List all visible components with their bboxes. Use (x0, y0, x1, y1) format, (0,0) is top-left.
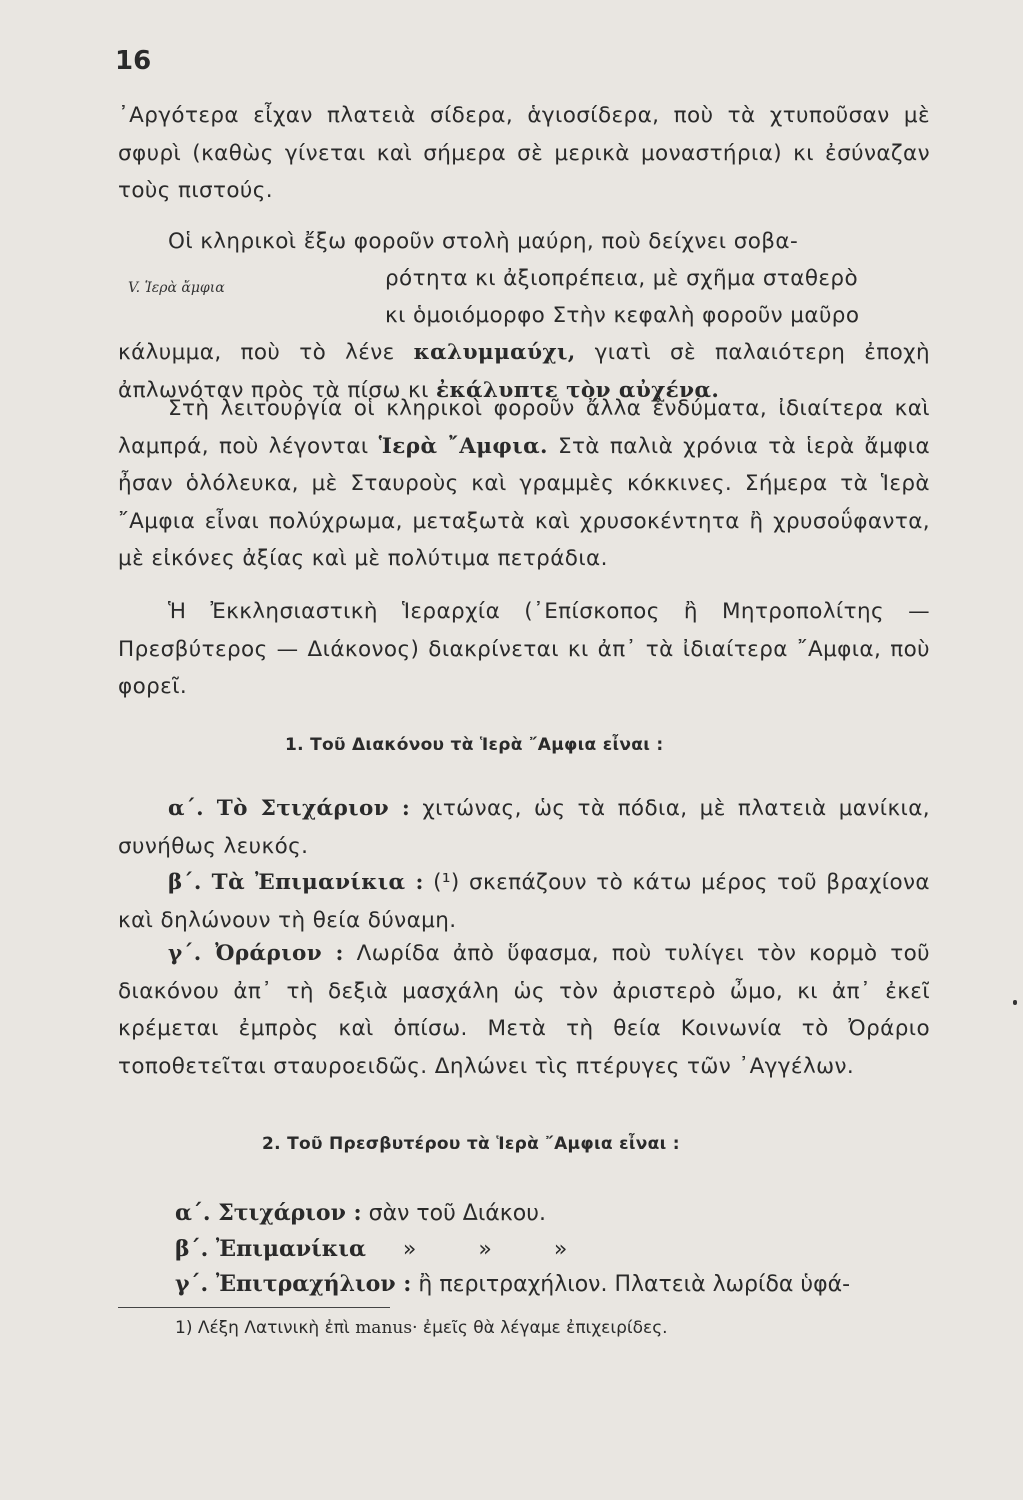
text-run: γιατὶ σὲ παλαιότερη ἐποχὴ ἀπλωνόταν πρὸς τὰ πίσω κι (118, 340, 931, 403)
ditto-mark: » (553, 1237, 568, 1262)
footnote (175, 1318, 668, 1338)
paragraph-semantra: ᾿Αργότερα εἶχαν πλατειὰ σίδερα, ἁγιοσίδερα, ποὺ τὰ χτυποῦσαν μὲ σφυρὶ (καθὼς γίνεται καὶ σήμερα σὲ μερικὰ μοναστήρια) κι ἐσύναζαν τοὺς πιστούς. (118, 103, 930, 203)
item-label: α΄. Στιχάριον : (175, 1200, 362, 1226)
text-run: κάλυμμα, ποὺ τὸ λένε (118, 340, 395, 365)
item-sticharion-presbyter (175, 1195, 546, 1232)
term-iera-amfia: Ἱερὰ ῎Αμφια. (378, 433, 548, 459)
section-heading-deacon: 1. Τοῦ Διακόνου τὰ Ἱερὰ ῎Αμφια εἶναι : (285, 735, 664, 755)
item-orarion (118, 935, 930, 1085)
item-label: β΄. Τὰ Ἐπιμανίκια : (168, 870, 424, 895)
item-label: β΄. Ἐπιμανίκια (175, 1236, 366, 1262)
item-label: γ΄. Ἐπιτραχήλιον : (175, 1271, 412, 1297)
item-text: ἢ περιτραχήλιον. Πλατειὰ λωρίδα ὑφά- (418, 1272, 851, 1297)
footnote-latin-word: manus· (355, 1318, 418, 1338)
item-epimanikia-presbyter (175, 1231, 567, 1268)
footnote-text: ἐμεῖς θὰ λέγαμε ἐπιχειρίδες. (422, 1318, 668, 1338)
section-heading-presbyter: 2. Τοῦ Πρεσβυτέρου τὰ Ἱερὰ ῎Αμφια εἶναι : (262, 1134, 680, 1154)
item-epitrachilion (175, 1266, 935, 1303)
paragraph-liturgical-vestments (118, 390, 930, 578)
item-text: χιτώνας, ὡς τὰ πόδια, μὲ πλατειὰ μανίκια, συνήθως λευκός. (118, 796, 931, 859)
emphasis-text: ἐκάλυπτε τὸν αὐχένα. (435, 377, 720, 403)
item-label: α΄. Τὸ Στιχάριον : (168, 796, 411, 821)
speck-mark (1013, 1000, 1017, 1005)
text-run: Στὴ λειτουργία οἱ κληρικοὶ φοροῦν ἄλλα ἐνδύματα, ἰδιαίτερα καὶ λαμπρά, ποὺ λέγονται (118, 396, 930, 459)
paragraph-hierarchy (118, 593, 930, 706)
term-kalymmafchi: καλυμμαύχι, (413, 340, 576, 365)
footnote-rule (118, 1307, 390, 1308)
paragraph-clergy-dress-line3: κι ὁμοιόμορφο Στὴν κεφαλὴ φοροῦν μαῦρο (385, 303, 860, 328)
footnote-text: 1) Λέξη Λατινικὴ ἐπὶ (175, 1318, 350, 1338)
item-text: σὰν τοῦ Διάκου. (368, 1201, 546, 1226)
ditto-mark: » (478, 1237, 492, 1262)
paragraph-clergy-dress-line1 (118, 223, 930, 261)
item-epimanikia (118, 864, 930, 939)
page-number: 16 (115, 46, 152, 76)
item-text: (¹) σκεπάζουν τὸ κάτω μέρος τοῦ βραχίονα καὶ δηλώνουν τὴ θεία δύναμη. (118, 870, 930, 933)
text-run: Ἡ Ἐκκλησιαστικὴ Ἱεραρχία (᾿Επίσκοπος ἢ Μητροπολίτης —Πρεσβύτερος — Διάκονος) διακρίνεται κι ἀπ᾿ τὰ ἰδιαίτερα ῎Αμφια, ποὺ φορεῖ. (118, 599, 930, 699)
text-run: Οἱ κληρικοὶ ἔξω φοροῦν στολὴ μαύρη, ποὺ δείχνει σοβα- (168, 229, 799, 254)
paragraph-clergy-dress-line2: ρότητα κι ἀξιοπρέπεια, μὲ σχῆμα σταθερὸ (385, 266, 858, 291)
text-run: Στὰ παλιὰ χρόνια τὰ ἱερὰ ἄμφια ἦσαν ὁλόλευκα, μὲ Σταυροὺς καὶ γραμμὲς κόκκινες. Σήμερα τὰ Ἱερὰ ῎Αμφια εἶναι πολύχρωμα, μεταξωτὰ καὶ χρυσοκέντητα ἢ χρυσοΰφαντα, μὲ εἰκόνες ἀξίας καὶ μὲ πολύτιμα πετράδια. (118, 433, 931, 571)
item-text: Λωρίδα ἀπὸ ὕφασμα, ποὺ τυλίγει τὸν κορμὸ τοῦ διακόνου ἀπ᾿ τὴ δεξιὰ μασχάλη ὡς τὸν ἀριστερὸ ὦμο, κι ἀπ᾿ ἐκεῖ κρέμεται ἐμπρὸς καὶ ὀπίσω. Μετὰ τὴ θεία Κοινωνία τὸ Ὀράριο τοποθετεῖται σταυροειδῶς. Δηλώνει τὶς πτέρυγες τῶν ᾿Αγγέλων. (118, 941, 930, 1079)
ditto-mark: » (402, 1237, 417, 1262)
margin-note: V. Ἱερὰ ἄμφια (128, 280, 225, 296)
item-label: γ΄. Ὀράριον : (168, 941, 344, 966)
item-sticharion (118, 790, 930, 865)
